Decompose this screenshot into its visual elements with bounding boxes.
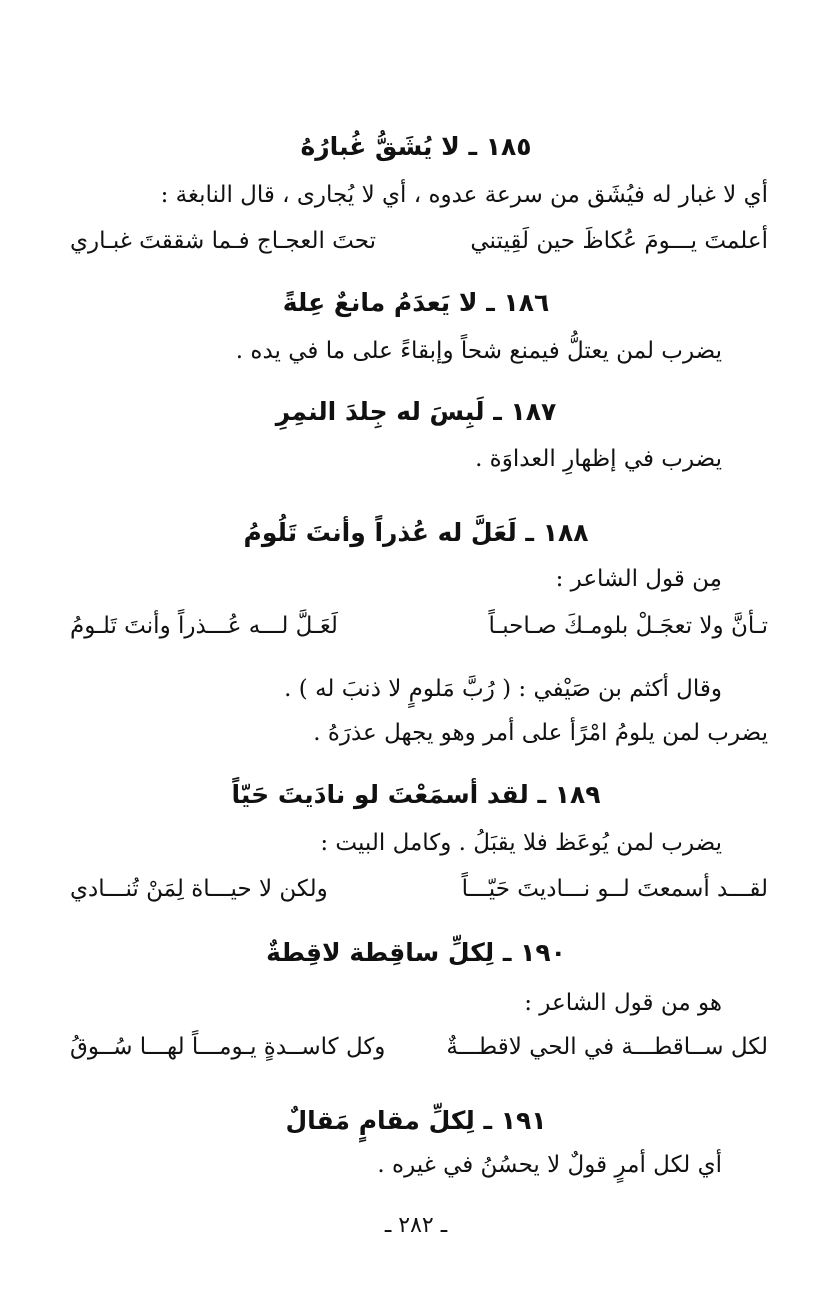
verse-first-hemistich: لكل ســاقطـــة في الحي لاقطـــةٌ <box>446 1034 768 1060</box>
verse-second-hemistich: تحتَ العجـاج فـما شققتَ غبـاري <box>70 228 376 254</box>
entry-text-190: هو من قول الشاعر : <box>524 990 722 1016</box>
entry-heading-187: ١٨٧ ـ لَبِسَ له جِلدَ النمِرِ <box>275 397 557 426</box>
verse-second-hemistich: وكل كاســدةٍ يـومـــاً لهـــا سُــوقُ <box>70 1034 386 1060</box>
verse-188 <box>70 613 768 639</box>
verse-first-hemistich: تـأنَّ ولا تعجَـلْ بلومـكَ صـاحبـاً <box>488 613 768 639</box>
entry-heading-191: ١٩١ ـ لِكلِّ مقامٍ مَقالٌ <box>285 1106 547 1135</box>
entry-heading-188: ١٨٨ ـ لَعَلَّ له عُذراً وأنتَ تَلُومُ <box>243 518 589 547</box>
entry-text-188: مِن قول الشاعر : <box>555 566 722 592</box>
entry-text-191: أي لكل أمرٍ قولٌ لا يحسُنُ في غيره . <box>377 1152 722 1178</box>
verse-189 <box>70 876 768 902</box>
entry-text-186: يضرب لمن يعتلُّ فيمنع شحاً وإبقاءً على ما في يده . <box>235 338 722 364</box>
entry-text-187: يضرب في إظهارِ العداوَة . <box>475 446 722 472</box>
entry-text-189: يضرب لمن يُوعَظ فلا يقبَلُ . وكامل البيت : <box>320 830 722 856</box>
entry-text-185: أي لا غبار له فيُشَق من سرعة عدوه ، أي لا يُجارى ، قال النابغة : <box>160 182 768 208</box>
entry-after-text-188-1: وقال أكثم بن صَيْفي : ( رُبَّ مَلومٍ لا ذنبَ له ) . <box>284 676 722 702</box>
verse-185 <box>70 228 768 254</box>
entry-after-text-188-2: يضرب لمن يلومُ امْرًأ على أمر وهو يجهل عذرَهُ . <box>313 720 768 746</box>
entry-heading-186: ١٨٦ ـ لا يَعدَمُ مانعٌ عِلةً <box>282 288 550 317</box>
verse-second-hemistich: ولكن لا حيـــاة لِمَنْ تُنـــادي <box>70 876 328 902</box>
page-number: ـ ٢٨٢ ـ <box>384 1213 448 1238</box>
entry-heading-189: ١٨٩ ـ لقد أسمَعْتَ لو نادَيتَ حَيّاً <box>231 780 601 809</box>
verse-190 <box>70 1034 768 1060</box>
entry-heading-185: ١٨٥ ـ لا يُشَقُّ غُبارُهُ <box>300 132 532 161</box>
verse-first-hemistich: لقـــد أسمعتَ لــو نـــاديتَ حَيّـــاً <box>461 876 768 902</box>
entry-heading-190: ١٩٠ ـ لِكلِّ ساقِطة لاقِطةٌ <box>266 938 566 967</box>
verse-second-hemistich: لَعَـلَّ لـــه عُـــذراً وأنتَ تَلـومُ <box>70 613 338 639</box>
verse-first-hemistich: أعلمتَ يـــومَ عُكاظَ حين لَقِيتني <box>470 228 768 254</box>
